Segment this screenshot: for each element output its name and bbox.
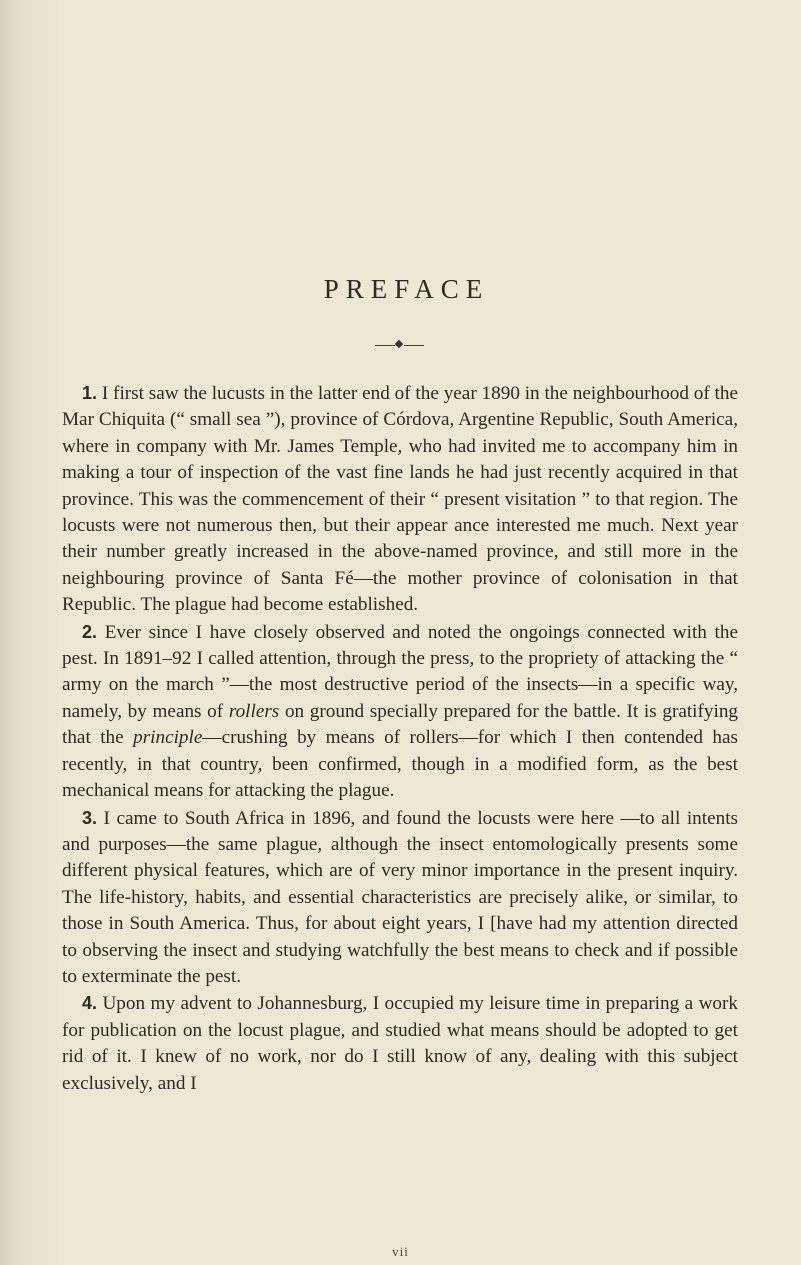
rule-line-left	[375, 345, 395, 346]
paragraph-3	[62, 805, 738, 991]
paragraph-text: Upon my advent to Johannesburg, I occupied my leisure time in preparing a work for publication on the locust plague, and studied what means should be adopted to get rid of it. I knew of no work, nor do I still know of any, dealing with this subject exclusively, and I	[62, 993, 739, 1094]
page-number: vii	[392, 1244, 409, 1259]
italic-term: principle	[133, 727, 203, 749]
paragraph-number: 2.	[82, 621, 98, 642]
paragraph-4	[62, 990, 738, 1097]
paragraph-text: on ground specially prepared for the battle. It is gratifying that the	[62, 700, 739, 749]
paragraph-2	[62, 619, 738, 805]
paragraph-text: I first saw the lucusts in the latter end of the year 1890 in the neighbourhood of the Mar Chiquita (“ small sea ”), province of Córdova, Argentine Republic, South America, where in company with Mr. James Temple, who had invited me to accompany him in making a tour of inspection of the vast fine lands he had just recently acquired in that province. This was the commencement of their “ present visitation ” to that region. The locusts were not numerous then, but their appear ance interested me much. Next year their number greatly increased in the above-named province, and still more in the neighbouring province of Santa Fé—the mother province of colonisation in that Republic. The plague had become established.	[62, 383, 738, 616]
paragraph-text: —crushing by means of rollers—for which I then contended has recently, in that country, been confirmed, though in a modified form, as the best mechanical means for attacking the plague.	[62, 727, 739, 802]
paragraph-number: 4.	[82, 993, 98, 1014]
paragraph-number: 3.	[82, 807, 98, 828]
italic-term: rollers	[228, 700, 280, 722]
paragraph-1	[62, 380, 738, 619]
paragraph-text: Ever since I have closely observed and noted the ongoings connected with the pest. In 1891–92 I called attention, through the press, to the propriety of attacking the “ army on the march ”—the most destructive period of the insects—in a specific way, namely, by means of	[62, 621, 739, 722]
ornamental-rule	[375, 340, 425, 350]
diamond-ornament-icon	[395, 340, 403, 348]
rule-line-right	[404, 345, 424, 346]
page-title: PREFACE	[323, 274, 490, 304]
preface-body	[62, 380, 738, 1097]
paragraph-number: 1.	[82, 383, 98, 403]
paragraph-text: I came to South Africa in 1896, and found the locusts were here —to all intents and purposes—the same plague, although the insect entomologically presents some different physical features, which are of very minor importance in the present inquiry. The life-history, habits, and essential characteristics are precisely alike, or similar, to those in South America. Thus, for about eight years, I [have had my attention directed to observing the insect and studying watchfully the best means to check and if possible to exterminate the pest.	[62, 807, 738, 987]
